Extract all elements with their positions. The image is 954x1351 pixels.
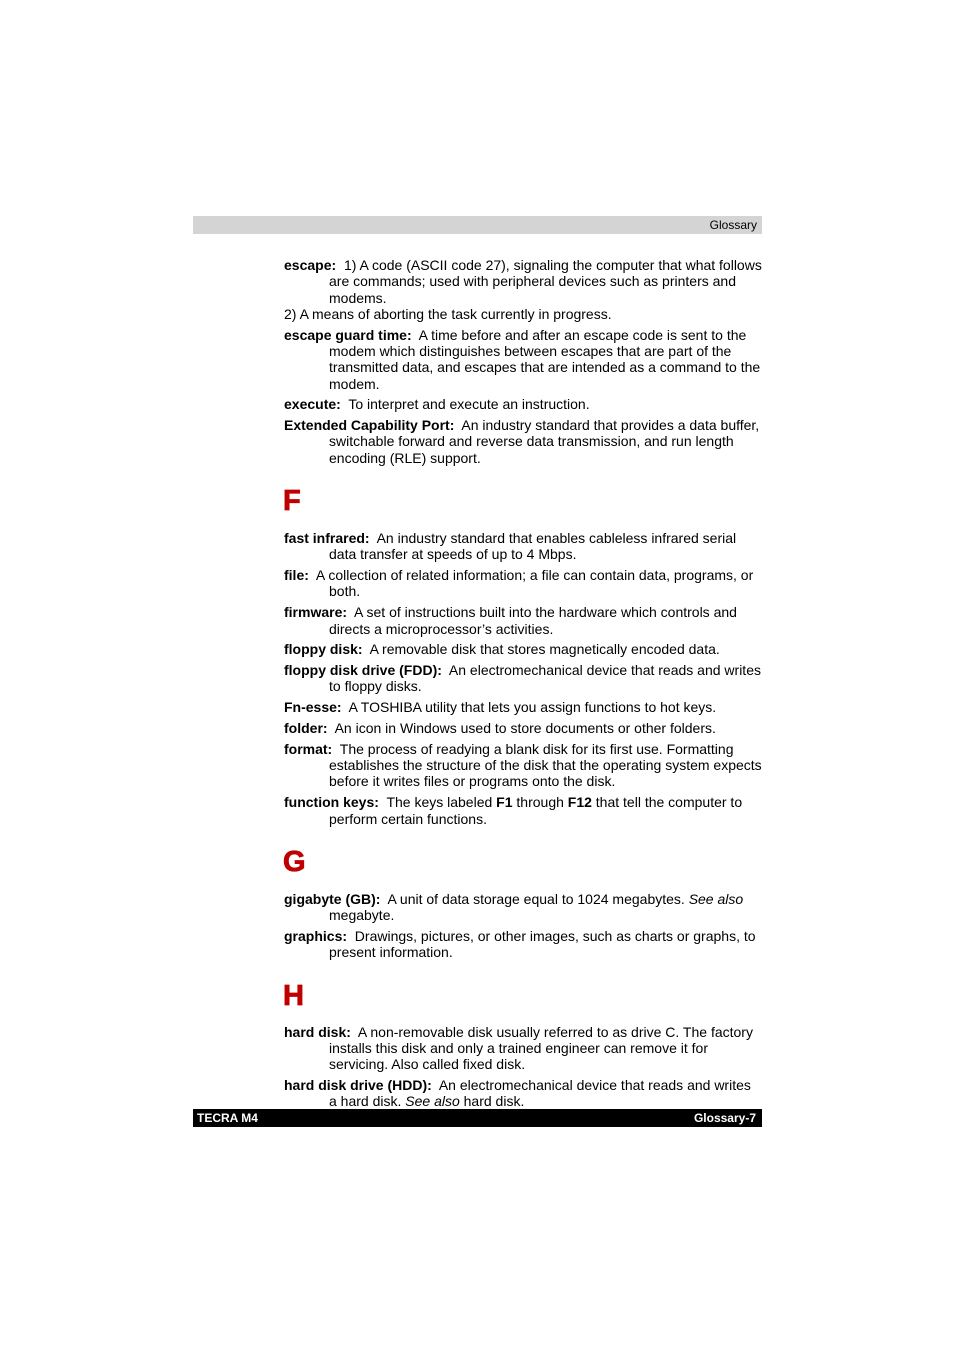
glossary-entry-function-keys [284, 794, 762, 827]
header-section-label: Glossary [709, 218, 757, 232]
term: escape guard time: [284, 326, 412, 343]
glossary-entry-firmware [284, 604, 762, 637]
definition-part: that tell the computer to perform certain functions. [329, 794, 743, 827]
definition-part: through [516, 794, 564, 811]
definition: A non-removable disk usually referred to as drive C. The factory installs this disk and only a trained engineer can remove it for servicing. Also called fixed disk. [329, 1023, 753, 1073]
term: gigabyte (GB): [284, 890, 381, 907]
cross-reference: megabyte. [329, 907, 395, 924]
definition: An electromechanical device that reads and writes to floppy disks. [329, 662, 761, 695]
definition: An industry standard that enables cableless infrared serial data transfer at speeds of up to 4 Mbps. [329, 530, 737, 563]
term: hard disk: [284, 1023, 351, 1040]
footer-page-number: Glossary-7 [693, 1111, 756, 1125]
glossary-entry-fn-esse [284, 699, 762, 715]
definition: The process of readying a blank disk for its first use. Formatting establishes the structure of the disk that the operating system expects before it writes files or programs onto the disk. [329, 740, 762, 790]
term: function keys: [284, 794, 379, 811]
footer-product-name: TECRA M4 [197, 1111, 258, 1125]
term: execute: [284, 396, 341, 413]
definition: An industry standard that provides a data buffer, switchable forward and reverse data transmission, and run length encoding (RLE) support. [329, 417, 760, 466]
definition-part: The keys labeled [386, 794, 493, 811]
key-name-f1: F1 [496, 794, 513, 811]
glossary-entry-hard-disk [284, 1024, 762, 1073]
glossary-entry-graphics [284, 928, 762, 961]
section-letter-g: G [283, 845, 306, 878]
glossary-entry-extended-capability-port [284, 417, 762, 466]
definition: A TOSHIBA utility that lets you assign functions to hot keys. [348, 699, 717, 716]
key-name-f12: F12 [567, 794, 592, 811]
term: file: [284, 567, 309, 584]
definition: 1) A code (ASCII code 27), signaling the computer that what follows are commands; used with peripheral devices such as printers and modems. [329, 257, 762, 306]
term: floppy disk: [284, 641, 363, 658]
cross-reference: hard disk. [463, 1093, 525, 1110]
running-header [193, 216, 762, 234]
glossary-entry-escape-guard-time [284, 327, 762, 392]
definition: A time before and after an escape code is sent to the modem which distinguishes between escapes that are part of the transmitted data, and escapes that are intended as a command to the modem. [329, 326, 761, 392]
see-also: See also [688, 890, 744, 907]
glossary-entry-floppy-disk [284, 641, 762, 657]
definition: An icon in Windows used to store documents or other folders. [334, 720, 716, 737]
term: graphics: [284, 927, 348, 944]
running-footer [193, 1109, 762, 1127]
glossary-entry-fast-infrared [284, 530, 762, 563]
definition-2: 2) A means of aborting the task currently in progress. [284, 305, 612, 322]
glossary-entry-format [284, 741, 762, 790]
glossary-content [284, 257, 762, 1114]
definition: A collection of related information; a file can contain data, programs, or both. [315, 567, 754, 600]
glossary-entry-floppy-disk-drive [284, 662, 762, 695]
section-letter-h: H [283, 979, 304, 1012]
definition: To interpret and execute an instruction. [348, 396, 590, 413]
definition: A removable disk that stores magnetically encoded data. [369, 641, 720, 658]
glossary-entry-file [284, 567, 762, 600]
definition: A unit of data storage equal to 1024 megabytes. [387, 890, 685, 907]
see-also: See also [405, 1093, 460, 1110]
term: fast infrared: [284, 530, 370, 547]
definition: A set of instructions built into the hardware which controls and directs a microprocessor’s activities. [329, 604, 737, 637]
glossary-entry-hard-disk-drive [284, 1077, 762, 1110]
term: Fn-esse: [284, 699, 342, 716]
glossary-entry-execute [284, 396, 762, 412]
term: folder: [284, 720, 328, 737]
section-letter-f: F [283, 485, 301, 518]
glossary-entry-escape [284, 257, 762, 322]
definition: An electromechanical device that reads and writes a hard disk. [329, 1076, 751, 1110]
definition: Drawings, pictures, or other images, such as charts or graphs, to present information. [329, 927, 756, 961]
term: firmware: [284, 604, 348, 621]
term: hard disk drive (HDD): [284, 1076, 432, 1093]
term: format: [284, 740, 333, 757]
term: escape: [284, 257, 337, 273]
glossary-entry-folder [284, 720, 762, 736]
term: Extended Capability Port: [284, 417, 455, 434]
glossary-entry-gigabyte [284, 891, 762, 924]
term: floppy disk drive (FDD): [284, 662, 442, 679]
